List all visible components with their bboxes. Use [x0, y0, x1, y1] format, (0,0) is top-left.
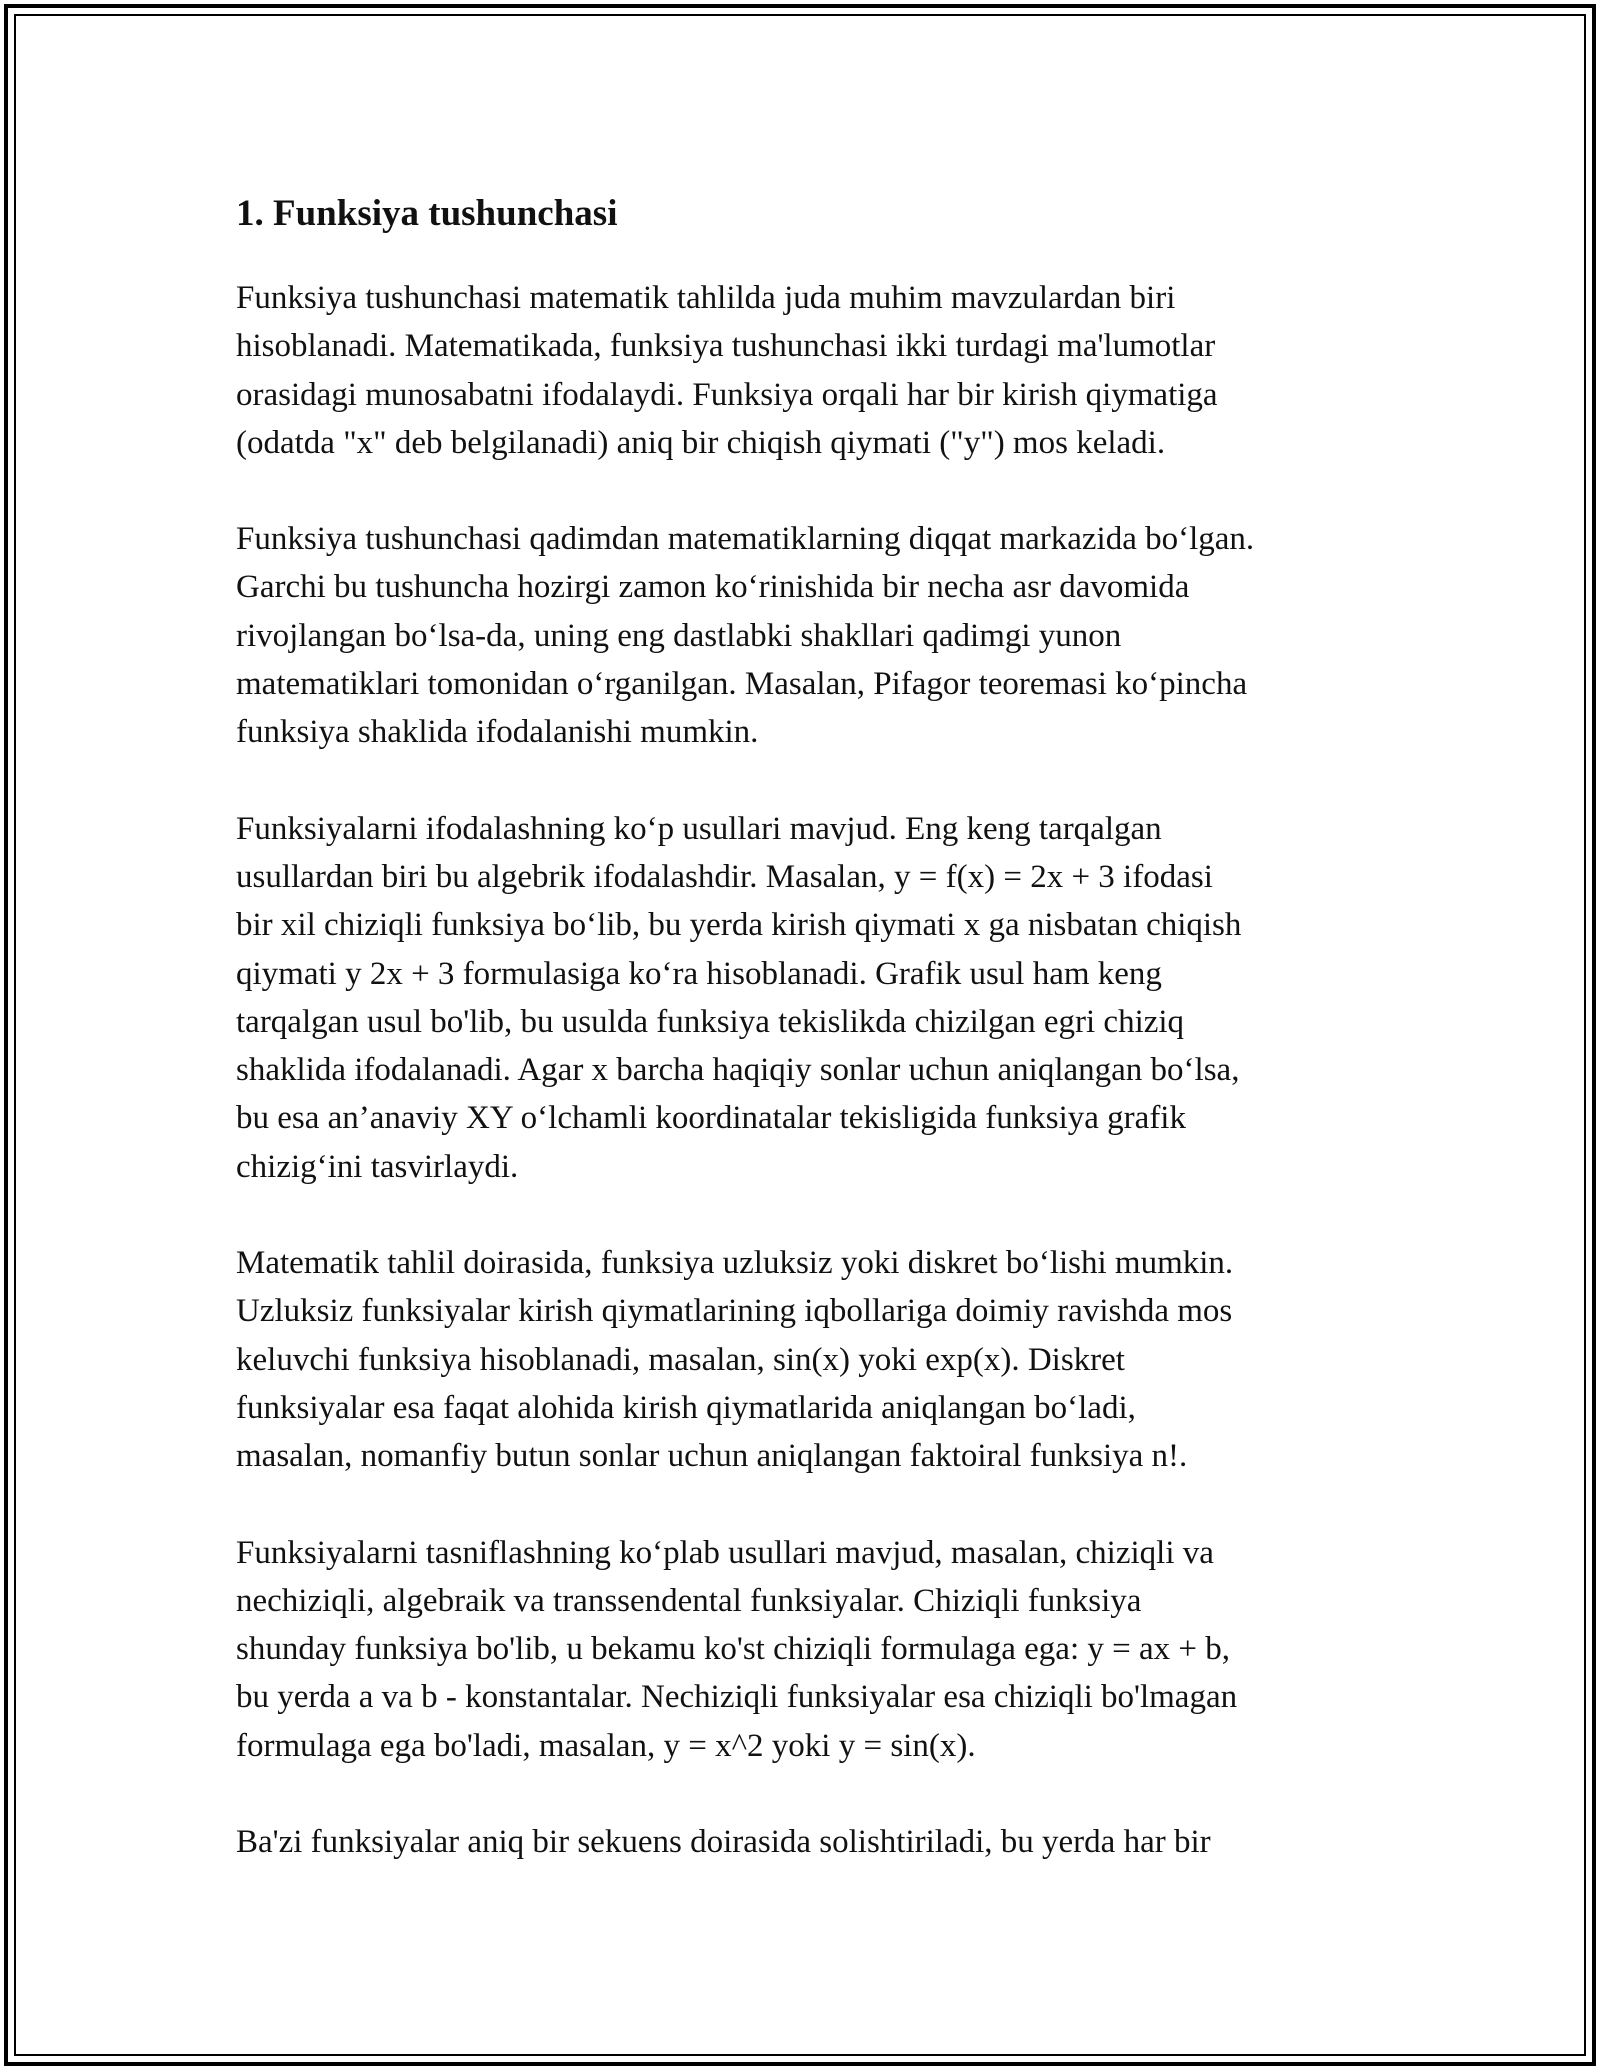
text-line: orasidagi munosabatni ifodalaydi. Funksiya orqali har bir kirish qiymatiga: [236, 376, 1218, 413]
text-line: matematiklari tomonidan o‘rganilgan. Masalan, Pifagor teoremasi ko‘pincha: [236, 666, 1248, 703]
text-line: chizig‘ini tasvirlaydi.: [236, 1148, 519, 1185]
text-line: masalan, nomanfiy butun sonlar uchun aniqlangan faktoiral funksiya n!.: [236, 1438, 1188, 1475]
text-line: Ba'zi funksiyalar aniq bir sekuens doirasida solishtiriladi, bu yerda har bir: [236, 1824, 1211, 1861]
paragraph-2: [236, 515, 1376, 756]
text-line: nechiziqli, algebraik va transsendental funksiyalar. Chiziqli funksiya: [236, 1582, 1142, 1619]
text-line: rivojlangan bo‘lsa-da, uning eng dastlabki shakllari qadimgi yunon: [236, 617, 1122, 654]
paragraph-1: [236, 274, 1376, 467]
text-line: shunday funksiya bo'lib, u bekamu ko'st chiziqli formulaga ega: y = ax + b,: [236, 1631, 1230, 1668]
text-line: formulaga ega bo'ladi, masalan, y = x^2 yoki y = sin(x).: [236, 1727, 976, 1764]
text-line: usullardan biri bu algebrik ifodalashdir. Masalan, y = f(x) = 2x + 3 ifodasi: [236, 858, 1213, 895]
text-line: shaklida ifodalanadi. Agar x barcha haqiqiy sonlar uchun aniqlangan bo‘lsa,: [236, 1052, 1240, 1089]
text-line: Funksiyalarni tasniflashning ko‘plab usullari mavjud, masalan, chiziqli va: [236, 1534, 1214, 1571]
section-heading: 1. Funksiya tushunchasi: [236, 193, 618, 234]
text-line: qiymati y 2x + 3 formulasiga ko‘ra hisoblanadi. Grafik usul ham keng: [236, 955, 1162, 992]
paragraph-5: [236, 1529, 1376, 1770]
paragraph-3: [236, 805, 1376, 1191]
text-line: Uzluksiz funksiyalar kirish qiymatlarining iqbollariga doimiy ravishda mos: [236, 1293, 1233, 1330]
document-body: [236, 188, 1376, 1914]
text-line: Funksiyalarni ifodalashning ko‘p usullari mavjud. Eng keng tarqalgan: [236, 810, 1162, 847]
text-line: bir xil chiziqli funksiya bo‘lib, bu yerda kirish qiymati x ga nisbatan chiqish: [236, 907, 1242, 944]
text-line: tarqalgan usul bo'lib, bu usulda funksiya tekislikda chizilgan egri chiziq: [236, 1003, 1185, 1040]
paragraph-4: [236, 1239, 1376, 1480]
paragraph-6: [236, 1818, 1376, 1866]
text-line: (odatda "x" deb belgilanadi) aniq bir chiqish qiymati ("y") mos keladi.: [236, 424, 1166, 461]
text-line: Garchi bu tushuncha hozirgi zamon ko‘rinishida bir necha asr davomida: [236, 569, 1190, 606]
text-line: Funksiya tushunchasi matematik tahlilda juda muhim mavzulardan biri: [236, 280, 1176, 316]
text-line: Matematik tahlil doirasida, funksiya uzluksiz yoki diskret bo‘lishi mumkin.: [236, 1245, 1234, 1282]
text-line: Funksiya tushunchasi qadimdan matematiklarning diqqat markazida bo‘lgan.: [236, 521, 1255, 558]
text-line: bu esa an’anaviy XY o‘lchamli koordinatalar tekisligida funksiya grafik: [236, 1100, 1186, 1137]
text-line: funksiyalar esa faqat alohida kirish qiymatlarida aniqlangan bo‘ladi,: [236, 1389, 1136, 1426]
text-line: funksiya shaklida ifodalanishi mumkin.: [236, 714, 759, 751]
text-line: keluvchi funksiya hisoblanadi, masalan, sin(x) yoki exp(x). Diskret: [236, 1341, 1125, 1378]
text-line: hisoblanadi. Matematikada, funksiya tushunchasi ikki turdagi ma'lumotlar: [236, 328, 1216, 365]
text-line: bu yerda a va b - konstantalar. Nechiziqli funksiyalar esa chiziqli bo'lmagan: [236, 1679, 1238, 1716]
